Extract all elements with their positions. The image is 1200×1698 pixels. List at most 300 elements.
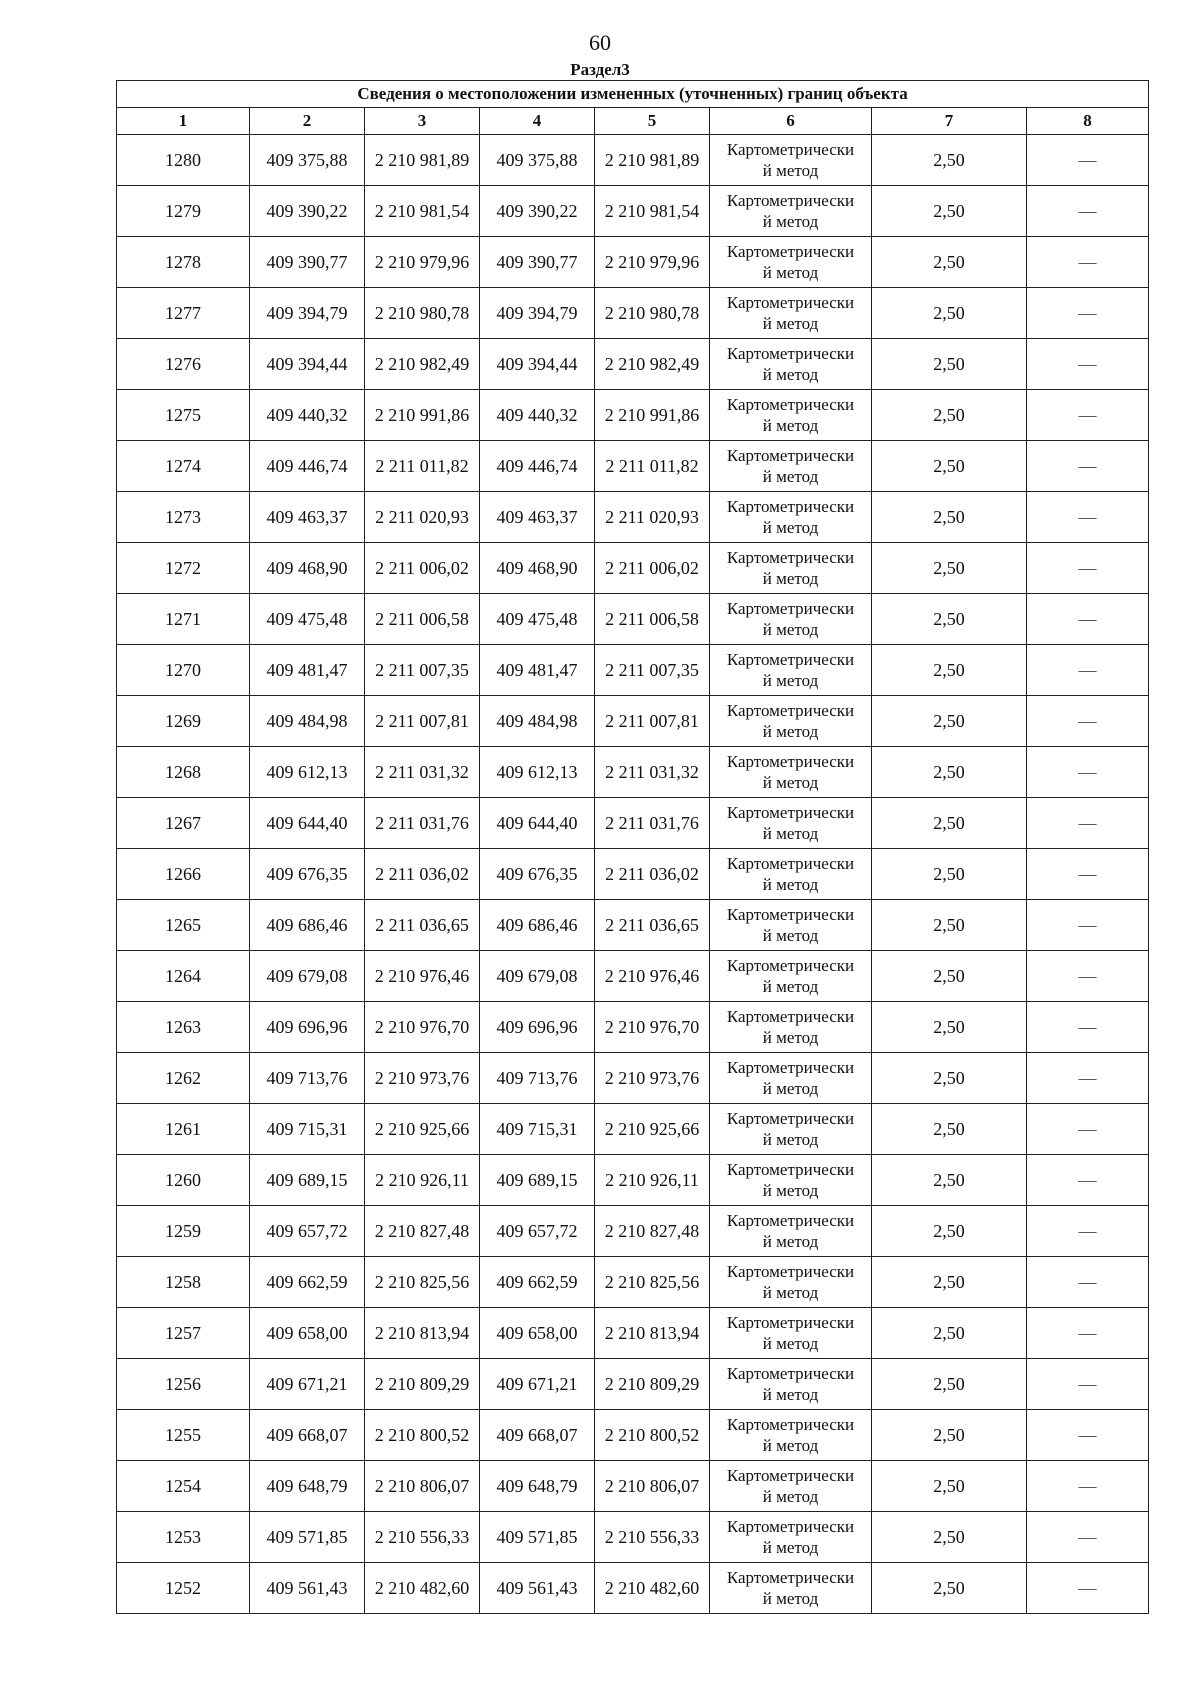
y-new-cell: 2 210 806,07 <box>595 1461 710 1512</box>
y-old-cell: 2 210 973,76 <box>365 1053 480 1104</box>
method-line2: й метод <box>762 926 819 945</box>
description-cell: — <box>1027 441 1149 492</box>
x-new-cell: 409 481,47 <box>480 645 595 696</box>
x-old-cell: 409 561,43 <box>250 1563 365 1614</box>
description-cell: — <box>1027 900 1149 951</box>
y-new-cell: 2 211 006,58 <box>595 594 710 645</box>
x-old-cell: 409 463,37 <box>250 492 365 543</box>
accuracy-cell: 2,50 <box>872 1155 1027 1206</box>
accuracy-cell: 2,50 <box>872 1002 1027 1053</box>
table-row <box>117 1410 1149 1461</box>
x-new-cell: 409 658,00 <box>480 1308 595 1359</box>
boundary-coordinates-table <box>116 80 1149 1614</box>
method-line1: Картометрически <box>726 1466 855 1485</box>
x-old-cell: 409 481,47 <box>250 645 365 696</box>
y-old-cell: 2 211 011,82 <box>365 441 480 492</box>
method-cell <box>710 492 872 543</box>
y-new-cell: 2 211 007,35 <box>595 645 710 696</box>
x-old-cell: 409 662,59 <box>250 1257 365 1308</box>
method-line2: й метод <box>762 1487 819 1506</box>
y-new-cell: 2 210 981,54 <box>595 186 710 237</box>
method-line2: й метод <box>762 824 819 843</box>
point-number-cell: 1253 <box>117 1512 250 1563</box>
accuracy-cell: 2,50 <box>872 696 1027 747</box>
method-cell <box>710 645 872 696</box>
method-line2: й метод <box>762 671 819 690</box>
method-line2: й метод <box>762 569 819 588</box>
method-line1: Картометрически <box>726 1517 855 1536</box>
column-number: 8 <box>1027 108 1149 135</box>
table-row <box>117 1104 1149 1155</box>
accuracy-cell: 2,50 <box>872 1206 1027 1257</box>
y-new-cell: 2 211 036,02 <box>595 849 710 900</box>
table-body <box>117 135 1149 1614</box>
y-old-cell: 2 210 925,66 <box>365 1104 480 1155</box>
x-old-cell: 409 658,00 <box>250 1308 365 1359</box>
point-number-cell: 1280 <box>117 135 250 186</box>
column-number: 3 <box>365 108 480 135</box>
x-new-cell: 409 671,21 <box>480 1359 595 1410</box>
method-cell <box>710 1308 872 1359</box>
x-old-cell: 409 648,79 <box>250 1461 365 1512</box>
table-row <box>117 951 1149 1002</box>
x-new-cell: 409 715,31 <box>480 1104 595 1155</box>
method-line1: Картометрически <box>726 1211 855 1230</box>
method-line1: Картометрически <box>726 1109 855 1128</box>
description-cell: — <box>1027 1206 1149 1257</box>
column-number-row <box>117 108 1149 135</box>
description-cell: — <box>1027 543 1149 594</box>
x-old-cell: 409 671,21 <box>250 1359 365 1410</box>
table-row <box>117 1563 1149 1614</box>
method-line2: й метод <box>762 212 819 231</box>
accuracy-cell: 2,50 <box>872 594 1027 645</box>
method-line1: Картометрически <box>726 1568 855 1587</box>
method-line2: й метод <box>762 1538 819 1557</box>
y-new-cell: 2 210 976,70 <box>595 1002 710 1053</box>
accuracy-cell: 2,50 <box>872 543 1027 594</box>
point-number-cell: 1273 <box>117 492 250 543</box>
x-new-cell: 409 679,08 <box>480 951 595 1002</box>
accuracy-cell: 2,50 <box>872 1257 1027 1308</box>
table-row <box>117 339 1149 390</box>
method-line2: й метод <box>762 875 819 894</box>
accuracy-cell: 2,50 <box>872 1308 1027 1359</box>
method-line1: Картометрически <box>726 1364 855 1383</box>
description-cell: — <box>1027 1104 1149 1155</box>
method-line2: й метод <box>762 1385 819 1404</box>
method-cell <box>710 1461 872 1512</box>
method-line1: Картометрически <box>726 650 855 669</box>
x-old-cell: 409 679,08 <box>250 951 365 1002</box>
point-number-cell: 1252 <box>117 1563 250 1614</box>
accuracy-cell: 2,50 <box>872 1053 1027 1104</box>
method-cell <box>710 135 872 186</box>
method-cell <box>710 441 872 492</box>
method-line2: й метод <box>762 314 819 333</box>
method-cell <box>710 1053 872 1104</box>
x-new-cell: 409 561,43 <box>480 1563 595 1614</box>
x-old-cell: 409 484,98 <box>250 696 365 747</box>
column-number: 4 <box>480 108 595 135</box>
y-old-cell: 2 210 809,29 <box>365 1359 480 1410</box>
accuracy-cell: 2,50 <box>872 849 1027 900</box>
table-row <box>117 186 1149 237</box>
table-row <box>117 1155 1149 1206</box>
method-cell <box>710 1512 872 1563</box>
x-old-cell: 409 475,48 <box>250 594 365 645</box>
method-line1: Картометрически <box>726 1313 855 1332</box>
x-old-cell: 409 571,85 <box>250 1512 365 1563</box>
table-row <box>117 543 1149 594</box>
x-old-cell: 409 390,22 <box>250 186 365 237</box>
point-number-cell: 1268 <box>117 747 250 798</box>
x-old-cell: 409 394,79 <box>250 288 365 339</box>
method-line2: й метод <box>762 1232 819 1251</box>
point-number-cell: 1262 <box>117 1053 250 1104</box>
y-old-cell: 2 210 981,89 <box>365 135 480 186</box>
y-old-cell: 2 211 036,02 <box>365 849 480 900</box>
table-row <box>117 1359 1149 1410</box>
description-cell: — <box>1027 594 1149 645</box>
description-cell: — <box>1027 1002 1149 1053</box>
method-cell <box>710 849 872 900</box>
point-number-cell: 1266 <box>117 849 250 900</box>
table-row <box>117 135 1149 186</box>
point-number-cell: 1274 <box>117 441 250 492</box>
y-old-cell: 2 211 006,58 <box>365 594 480 645</box>
method-line1: Картометрически <box>726 497 855 516</box>
y-old-cell: 2 210 800,52 <box>365 1410 480 1461</box>
y-old-cell: 2 211 031,76 <box>365 798 480 849</box>
method-cell <box>710 1155 872 1206</box>
section-title: Раздел3 <box>570 60 630 79</box>
x-new-cell: 409 440,32 <box>480 390 595 441</box>
table-row <box>117 594 1149 645</box>
x-old-cell: 409 390,77 <box>250 237 365 288</box>
point-number-cell: 1258 <box>117 1257 250 1308</box>
method-line2: й метод <box>762 467 819 486</box>
x-new-cell: 409 657,72 <box>480 1206 595 1257</box>
method-cell <box>710 237 872 288</box>
point-number-cell: 1260 <box>117 1155 250 1206</box>
y-new-cell: 2 210 976,46 <box>595 951 710 1002</box>
point-number-cell: 1272 <box>117 543 250 594</box>
table-row <box>117 849 1149 900</box>
accuracy-cell: 2,50 <box>872 492 1027 543</box>
point-number-cell: 1255 <box>117 1410 250 1461</box>
x-new-cell: 409 390,22 <box>480 186 595 237</box>
description-cell: — <box>1027 237 1149 288</box>
y-old-cell: 2 210 979,96 <box>365 237 480 288</box>
point-number-cell: 1270 <box>117 645 250 696</box>
description-cell: — <box>1027 1461 1149 1512</box>
column-number: 6 <box>710 108 872 135</box>
description-cell: — <box>1027 849 1149 900</box>
y-new-cell: 2 211 031,76 <box>595 798 710 849</box>
description-cell: — <box>1027 492 1149 543</box>
table-row <box>117 288 1149 339</box>
description-cell: — <box>1027 1512 1149 1563</box>
table-row <box>117 1461 1149 1512</box>
accuracy-cell: 2,50 <box>872 1461 1027 1512</box>
method-cell <box>710 1206 872 1257</box>
x-new-cell: 409 394,44 <box>480 339 595 390</box>
method-line1: Картометрически <box>726 293 855 312</box>
point-number-cell: 1276 <box>117 339 250 390</box>
table-row <box>117 237 1149 288</box>
method-line1: Картометрически <box>726 905 855 924</box>
method-line2: й метод <box>762 773 819 792</box>
method-line1: Картометрически <box>726 854 855 873</box>
column-number: 1 <box>117 108 250 135</box>
method-line2: й метод <box>762 263 819 282</box>
y-old-cell: 2 211 007,35 <box>365 645 480 696</box>
method-cell <box>710 1563 872 1614</box>
accuracy-cell: 2,50 <box>872 186 1027 237</box>
method-line2: й метод <box>762 416 819 435</box>
y-new-cell: 2 210 981,89 <box>595 135 710 186</box>
x-new-cell: 409 668,07 <box>480 1410 595 1461</box>
description-cell: — <box>1027 186 1149 237</box>
method-line2: й метод <box>762 977 819 996</box>
method-cell <box>710 1257 872 1308</box>
table-row <box>117 1512 1149 1563</box>
method-line1: Картометрически <box>726 1415 855 1434</box>
method-cell <box>710 1002 872 1053</box>
x-old-cell: 409 446,74 <box>250 441 365 492</box>
accuracy-cell: 2,50 <box>872 951 1027 1002</box>
table-row <box>117 1308 1149 1359</box>
y-new-cell: 2 210 979,96 <box>595 237 710 288</box>
point-number-cell: 1278 <box>117 237 250 288</box>
table-row <box>117 696 1149 747</box>
table-row <box>117 645 1149 696</box>
method-line1: Картометрически <box>726 140 855 159</box>
method-line1: Картометрически <box>726 752 855 771</box>
x-new-cell: 409 686,46 <box>480 900 595 951</box>
y-old-cell: 2 210 991,86 <box>365 390 480 441</box>
method-cell <box>710 1359 872 1410</box>
column-number: 5 <box>595 108 710 135</box>
y-new-cell: 2 210 825,56 <box>595 1257 710 1308</box>
x-old-cell: 409 689,15 <box>250 1155 365 1206</box>
description-cell: — <box>1027 1053 1149 1104</box>
point-number-cell: 1271 <box>117 594 250 645</box>
x-old-cell: 409 375,88 <box>250 135 365 186</box>
y-old-cell: 2 210 813,94 <box>365 1308 480 1359</box>
description-cell: — <box>1027 951 1149 1002</box>
y-new-cell: 2 210 980,78 <box>595 288 710 339</box>
description-cell: — <box>1027 339 1149 390</box>
y-old-cell: 2 210 976,70 <box>365 1002 480 1053</box>
x-new-cell: 409 463,37 <box>480 492 595 543</box>
method-cell <box>710 1104 872 1155</box>
y-old-cell: 2 210 976,46 <box>365 951 480 1002</box>
method-line1: Картометрически <box>726 548 855 567</box>
x-old-cell: 409 394,44 <box>250 339 365 390</box>
accuracy-cell: 2,50 <box>872 1104 1027 1155</box>
y-old-cell: 2 210 556,33 <box>365 1512 480 1563</box>
x-new-cell: 409 475,48 <box>480 594 595 645</box>
y-new-cell: 2 211 011,82 <box>595 441 710 492</box>
y-old-cell: 2 211 036,65 <box>365 900 480 951</box>
y-new-cell: 2 210 982,49 <box>595 339 710 390</box>
description-cell: — <box>1027 390 1149 441</box>
accuracy-cell: 2,50 <box>872 645 1027 696</box>
accuracy-cell: 2,50 <box>872 390 1027 441</box>
method-line2: й метод <box>762 1436 819 1455</box>
table-row <box>117 1053 1149 1104</box>
table-row <box>117 1002 1149 1053</box>
accuracy-cell: 2,50 <box>872 747 1027 798</box>
y-new-cell: 2 210 991,86 <box>595 390 710 441</box>
method-line2: й метод <box>762 1079 819 1098</box>
description-cell: — <box>1027 645 1149 696</box>
method-line1: Картометрически <box>726 1007 855 1026</box>
x-new-cell: 409 390,77 <box>480 237 595 288</box>
method-line2: й метод <box>762 1028 819 1047</box>
method-line1: Картометрически <box>726 701 855 720</box>
x-old-cell: 409 612,13 <box>250 747 365 798</box>
y-old-cell: 2 211 007,81 <box>365 696 480 747</box>
y-new-cell: 2 210 925,66 <box>595 1104 710 1155</box>
point-number-cell: 1277 <box>117 288 250 339</box>
method-cell <box>710 747 872 798</box>
method-cell <box>710 900 872 951</box>
y-old-cell: 2 210 926,11 <box>365 1155 480 1206</box>
method-line2: й метод <box>762 1130 819 1149</box>
y-new-cell: 2 211 031,32 <box>595 747 710 798</box>
point-number-cell: 1263 <box>117 1002 250 1053</box>
x-new-cell: 409 689,15 <box>480 1155 595 1206</box>
x-old-cell: 409 715,31 <box>250 1104 365 1155</box>
method-cell <box>710 696 872 747</box>
description-cell: — <box>1027 1155 1149 1206</box>
x-old-cell: 409 676,35 <box>250 849 365 900</box>
method-line1: Картометрически <box>726 242 855 261</box>
y-new-cell: 2 210 800,52 <box>595 1410 710 1461</box>
accuracy-cell: 2,50 <box>872 1359 1027 1410</box>
accuracy-cell: 2,50 <box>872 237 1027 288</box>
x-old-cell: 409 696,96 <box>250 1002 365 1053</box>
point-number-cell: 1267 <box>117 798 250 849</box>
y-new-cell: 2 210 827,48 <box>595 1206 710 1257</box>
method-line2: й метод <box>762 620 819 639</box>
y-new-cell: 2 210 809,29 <box>595 1359 710 1410</box>
y-old-cell: 2 210 981,54 <box>365 186 480 237</box>
method-line1: Картометрически <box>726 956 855 975</box>
y-old-cell: 2 210 980,78 <box>365 288 480 339</box>
method-line2: й метод <box>762 722 819 741</box>
x-old-cell: 409 644,40 <box>250 798 365 849</box>
y-old-cell: 2 210 482,60 <box>365 1563 480 1614</box>
x-old-cell: 409 686,46 <box>250 900 365 951</box>
y-new-cell: 2 211 007,81 <box>595 696 710 747</box>
accuracy-cell: 2,50 <box>872 135 1027 186</box>
method-cell <box>710 1410 872 1461</box>
x-new-cell: 409 394,79 <box>480 288 595 339</box>
point-number-cell: 1261 <box>117 1104 250 1155</box>
y-old-cell: 2 211 031,32 <box>365 747 480 798</box>
method-line1: Картометрически <box>726 599 855 618</box>
description-cell: — <box>1027 1257 1149 1308</box>
method-cell <box>710 390 872 441</box>
method-line2: й метод <box>762 365 819 384</box>
y-old-cell: 2 210 806,07 <box>365 1461 480 1512</box>
y-old-cell: 2 210 827,48 <box>365 1206 480 1257</box>
y-old-cell: 2 210 825,56 <box>365 1257 480 1308</box>
method-cell <box>710 951 872 1002</box>
description-cell: — <box>1027 288 1149 339</box>
x-new-cell: 409 612,13 <box>480 747 595 798</box>
column-number: 2 <box>250 108 365 135</box>
method-cell <box>710 594 872 645</box>
y-new-cell: 2 210 556,33 <box>595 1512 710 1563</box>
description-cell: — <box>1027 135 1149 186</box>
point-number-cell: 1257 <box>117 1308 250 1359</box>
accuracy-cell: 2,50 <box>872 441 1027 492</box>
description-cell: — <box>1027 747 1149 798</box>
method-line2: й метод <box>762 1283 819 1302</box>
method-line1: Картометрически <box>726 344 855 363</box>
point-number-cell: 1275 <box>117 390 250 441</box>
y-new-cell: 2 211 036,65 <box>595 900 710 951</box>
description-cell: — <box>1027 1410 1149 1461</box>
x-new-cell: 409 446,74 <box>480 441 595 492</box>
description-cell: — <box>1027 1563 1149 1614</box>
method-line1: Картометрически <box>726 803 855 822</box>
x-new-cell: 409 468,90 <box>480 543 595 594</box>
y-new-cell: 2 210 813,94 <box>595 1308 710 1359</box>
x-new-cell: 409 696,96 <box>480 1002 595 1053</box>
table-row <box>117 747 1149 798</box>
x-new-cell: 409 375,88 <box>480 135 595 186</box>
x-new-cell: 409 676,35 <box>480 849 595 900</box>
x-old-cell: 409 713,76 <box>250 1053 365 1104</box>
table-row <box>117 900 1149 951</box>
method-line1: Картометрически <box>726 446 855 465</box>
point-number-cell: 1279 <box>117 186 250 237</box>
point-number-cell: 1264 <box>117 951 250 1002</box>
x-new-cell: 409 713,76 <box>480 1053 595 1104</box>
method-line1: Картометрически <box>726 1058 855 1077</box>
y-new-cell: 2 211 006,02 <box>595 543 710 594</box>
x-old-cell: 409 668,07 <box>250 1410 365 1461</box>
method-cell <box>710 798 872 849</box>
x-new-cell: 409 662,59 <box>480 1257 595 1308</box>
x-new-cell: 409 484,98 <box>480 696 595 747</box>
table-row <box>117 1206 1149 1257</box>
x-old-cell: 409 468,90 <box>250 543 365 594</box>
accuracy-cell: 2,50 <box>872 1512 1027 1563</box>
method-line2: й метод <box>762 161 819 180</box>
method-line1: Картометрически <box>726 395 855 414</box>
method-cell <box>710 543 872 594</box>
table-row <box>117 390 1149 441</box>
x-new-cell: 409 571,85 <box>480 1512 595 1563</box>
table-row <box>117 1257 1149 1308</box>
y-old-cell: 2 211 006,02 <box>365 543 480 594</box>
accuracy-cell: 2,50 <box>872 339 1027 390</box>
point-number-cell: 1259 <box>117 1206 250 1257</box>
y-new-cell: 2 210 482,60 <box>595 1563 710 1614</box>
y-new-cell: 2 211 020,93 <box>595 492 710 543</box>
method-line1: Картометрически <box>726 1160 855 1179</box>
x-new-cell: 409 644,40 <box>480 798 595 849</box>
y-old-cell: 2 211 020,93 <box>365 492 480 543</box>
accuracy-cell: 2,50 <box>872 288 1027 339</box>
